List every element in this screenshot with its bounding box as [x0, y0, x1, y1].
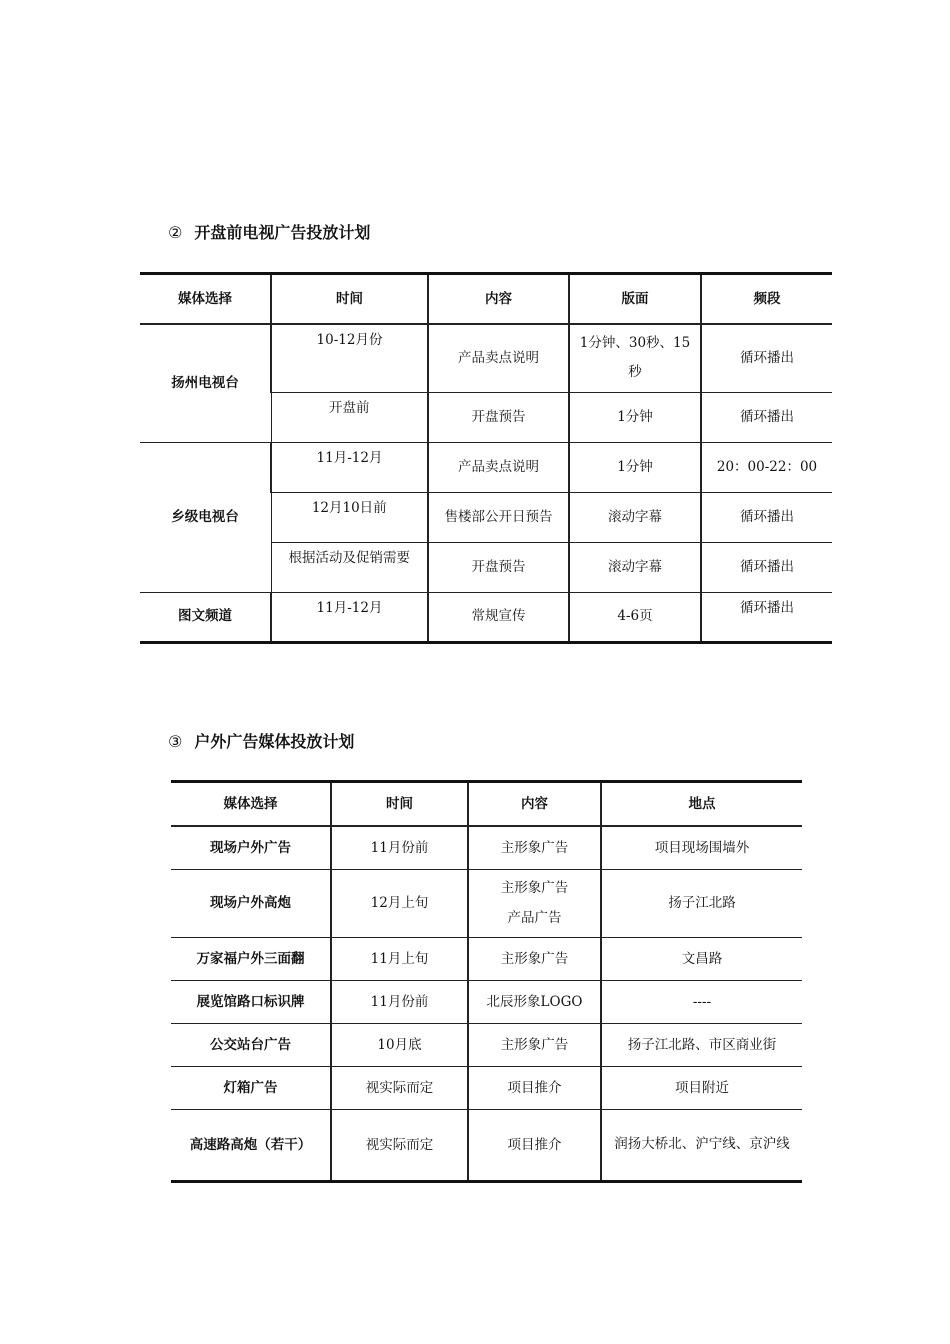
time-cell: 12月10日前 [271, 492, 428, 542]
time-cell: 10-12月份 [271, 324, 428, 392]
section3-heading [168, 729, 354, 752]
slot-cell: 循环播出 [701, 592, 832, 642]
time-cell: 视实际而定 [331, 1110, 468, 1182]
table-row [140, 324, 832, 392]
content-line: 产品广告 [507, 909, 562, 926]
outdoor-ad-plan-table [171, 780, 802, 1183]
table-row [171, 826, 802, 870]
section2-title: 开盘前电视广告投放计划 [194, 223, 371, 242]
content-cell: 北辰形象LOGO [468, 981, 601, 1024]
time-cell: 11月-12月 [271, 442, 428, 492]
media-cell: 现场户外广告 [171, 826, 331, 870]
content-cell [468, 870, 601, 938]
section2-number: ② [168, 223, 183, 242]
tv-ad-plan-table [140, 272, 832, 644]
time-cell: 根据活动及促销需要 [271, 542, 428, 592]
table-row [171, 870, 802, 938]
content-cell: 开盘预告 [428, 392, 569, 442]
place-cell: 扬子江北路、市区商业街 [601, 1024, 802, 1067]
section3-title: 户外广告媒体投放计划 [194, 732, 355, 751]
table-row [171, 981, 802, 1024]
content-cell: 售楼部公开日预告 [428, 492, 569, 542]
format-cell: 1分钟、30秒、15秒 [569, 324, 701, 392]
section3-number: ③ [168, 732, 183, 751]
table-row [171, 1067, 802, 1110]
media-cell: 展览馆路口标识牌 [171, 981, 331, 1024]
header-format: 版面 [569, 274, 701, 325]
format-cell: 滚动字幕 [569, 542, 701, 592]
header-content: 内容 [428, 274, 569, 325]
place-cell: 润扬大桥北、沪宁线、京沪线 [601, 1110, 802, 1182]
slot-cell: 循环播出 [701, 324, 832, 392]
table-row [171, 1024, 802, 1067]
time-cell: 11月份前 [331, 981, 468, 1024]
content-cell: 主形象广告 [468, 938, 601, 981]
content-cell: 常规宣传 [428, 592, 569, 642]
time-cell: 11月份前 [331, 826, 468, 870]
media-cell: 乡级电视台 [140, 442, 271, 592]
media-cell: 图文频道 [140, 592, 271, 642]
content-cell: 项目推介 [468, 1067, 601, 1110]
table-row [171, 938, 802, 981]
format-cell: 1分钟 [569, 442, 701, 492]
place-cell: 文昌路 [601, 938, 802, 981]
place-cell: 扬子江北路 [601, 870, 802, 938]
place-cell: 项目附近 [601, 1067, 802, 1110]
media-cell: 扬州电视台 [140, 324, 271, 442]
slot-cell: 20：00-22：00 [701, 442, 832, 492]
content-cell: 项目推介 [468, 1110, 601, 1182]
table-row [140, 442, 832, 492]
header-time: 时间 [271, 274, 428, 325]
header-media: 媒体选择 [171, 782, 331, 827]
header-media: 媒体选择 [140, 274, 271, 325]
place-cell: ---- [601, 981, 802, 1024]
content-cell: 产品卖点说明 [428, 324, 569, 392]
format-cell: 1分钟 [569, 392, 701, 442]
content-cell: 主形象广告 [468, 826, 601, 870]
format-cell: 4-6页 [569, 592, 701, 642]
header-content: 内容 [468, 782, 601, 827]
format-cell: 滚动字幕 [569, 492, 701, 542]
time-cell: 11月上旬 [331, 938, 468, 981]
media-cell: 灯箱广告 [171, 1067, 331, 1110]
content-cell: 主形象广告 [468, 1024, 601, 1067]
time-cell: 12月上旬 [331, 870, 468, 938]
media-cell: 现场户外高炮 [171, 870, 331, 938]
time-cell: 11月-12月 [271, 592, 428, 642]
table-header-row [171, 782, 802, 827]
media-cell: 万家福户外三面翻 [171, 938, 331, 981]
content-cell: 产品卖点说明 [428, 442, 569, 492]
section2-heading [168, 220, 370, 243]
content-cell: 开盘预告 [428, 542, 569, 592]
slot-cell: 循环播出 [701, 542, 832, 592]
media-cell: 高速路高炮（若干） [171, 1110, 331, 1182]
header-time: 时间 [331, 782, 468, 827]
table-header-row [140, 274, 832, 325]
content-line: 主形象广告 [500, 879, 569, 896]
time-cell: 开盘前 [271, 392, 428, 442]
time-cell: 视实际而定 [331, 1067, 468, 1110]
media-cell: 公交站台广告 [171, 1024, 331, 1067]
table-row [171, 1110, 802, 1182]
slot-cell: 循环播出 [701, 492, 832, 542]
header-place: 地点 [601, 782, 802, 827]
slot-cell: 循环播出 [701, 392, 832, 442]
time-cell: 10月底 [331, 1024, 468, 1067]
header-slot: 频段 [701, 274, 832, 325]
place-cell: 项目现场围墙外 [601, 826, 802, 870]
table-row [140, 592, 832, 642]
